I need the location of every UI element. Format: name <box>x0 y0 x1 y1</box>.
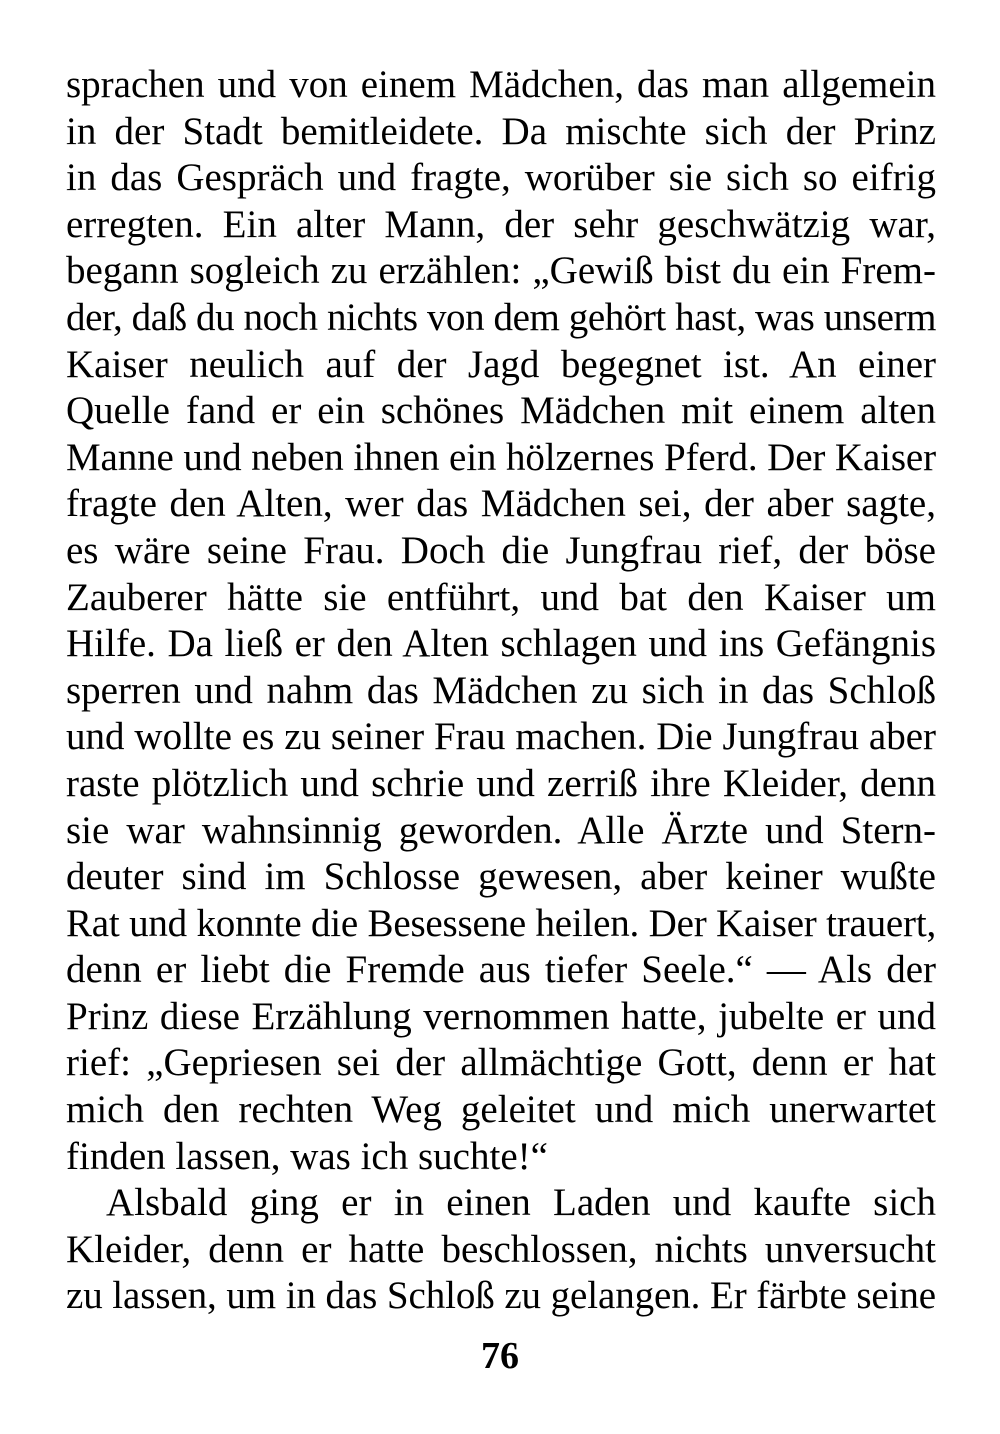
text-line: Prinz diese Erzählung vernommen hatte, jubelte er und <box>66 994 936 1038</box>
text-line: Quelle fand er ein schönes Mädchen mit einem alten <box>66 389 936 433</box>
text-line: sie war wahnsinnig geworden. Alle Ärzte und Stern- <box>66 808 936 852</box>
text-line: erregten. Ein alter Mann, der sehr geschwätzig war, <box>66 202 936 246</box>
text-line: deuter sind im Schlosse gewesen, aber keiner wußte <box>66 855 936 899</box>
text-line: in das Gespräch und fragte, worüber sie sich so eifrig <box>66 156 936 200</box>
text-line: zu lassen, um in das Schloß zu gelangen. Er färbte seine <box>66 1274 937 1318</box>
text-line: der, daß du noch nichts von dem gehört hast, was unserm <box>66 295 936 339</box>
text-line: sperren und nahm das Mädchen zu sich in das Schloß <box>66 668 936 712</box>
page-number: 76 <box>481 1335 519 1377</box>
text-line: begann sogleich zu erzählen: „Gewiß bist du ein Frem- <box>66 249 936 293</box>
text-line: fragte den Alten, wer das Mädchen sei, der aber sagte, <box>66 482 936 526</box>
text-line: und wollte es zu seiner Frau machen. Die Jungfrau aber <box>66 715 936 759</box>
body-text <box>66 62 936 1320</box>
text-line: es wäre seine Frau. Doch die Jungfrau rief, der böse <box>66 528 936 572</box>
paragraph-start-line: Alsbald ging er in einen Laden und kaufte sich <box>106 1181 936 1225</box>
text-line: raste plötzlich und schrie und zerriß ihre Kleider, denn <box>66 761 936 805</box>
text-line: sprachen und von einem Mädchen, das man allgemein <box>66 63 936 106</box>
text-line: Manne und neben ihnen ein hölzernes Pferd. Der Kaiser <box>66 435 936 479</box>
paragraph-end-line: finden lassen, was ich suchte!“ <box>66 1134 548 1178</box>
text-line: in der Stadt bemitleidete. Da mischte sich der Prinz <box>66 109 936 153</box>
text-line: Zauberer hätte sie entführt, und bat den Kaiser um <box>66 575 936 619</box>
text-line: Rat und konnte die Besessene heilen. Der Kaiser trauert, <box>66 901 936 945</box>
text-line: denn er liebt die Fremde aus tiefer Seele.“ — Als der <box>66 948 936 992</box>
text-line: Kaiser neulich auf der Jagd begegnet ist. An einer <box>66 342 936 386</box>
text-line: Hilfe. Da ließ er den Alten schlagen und ins Gefängnis <box>66 622 936 666</box>
text-line: Kleider, denn er hatte beschlossen, nichts unversucht <box>66 1227 936 1271</box>
text-line: rief: „Gepriesen sei der allmächtige Gott, denn er hat <box>66 1041 936 1085</box>
text-line: mich den rechten Weg geleitet und mich unerwartet <box>66 1088 936 1132</box>
